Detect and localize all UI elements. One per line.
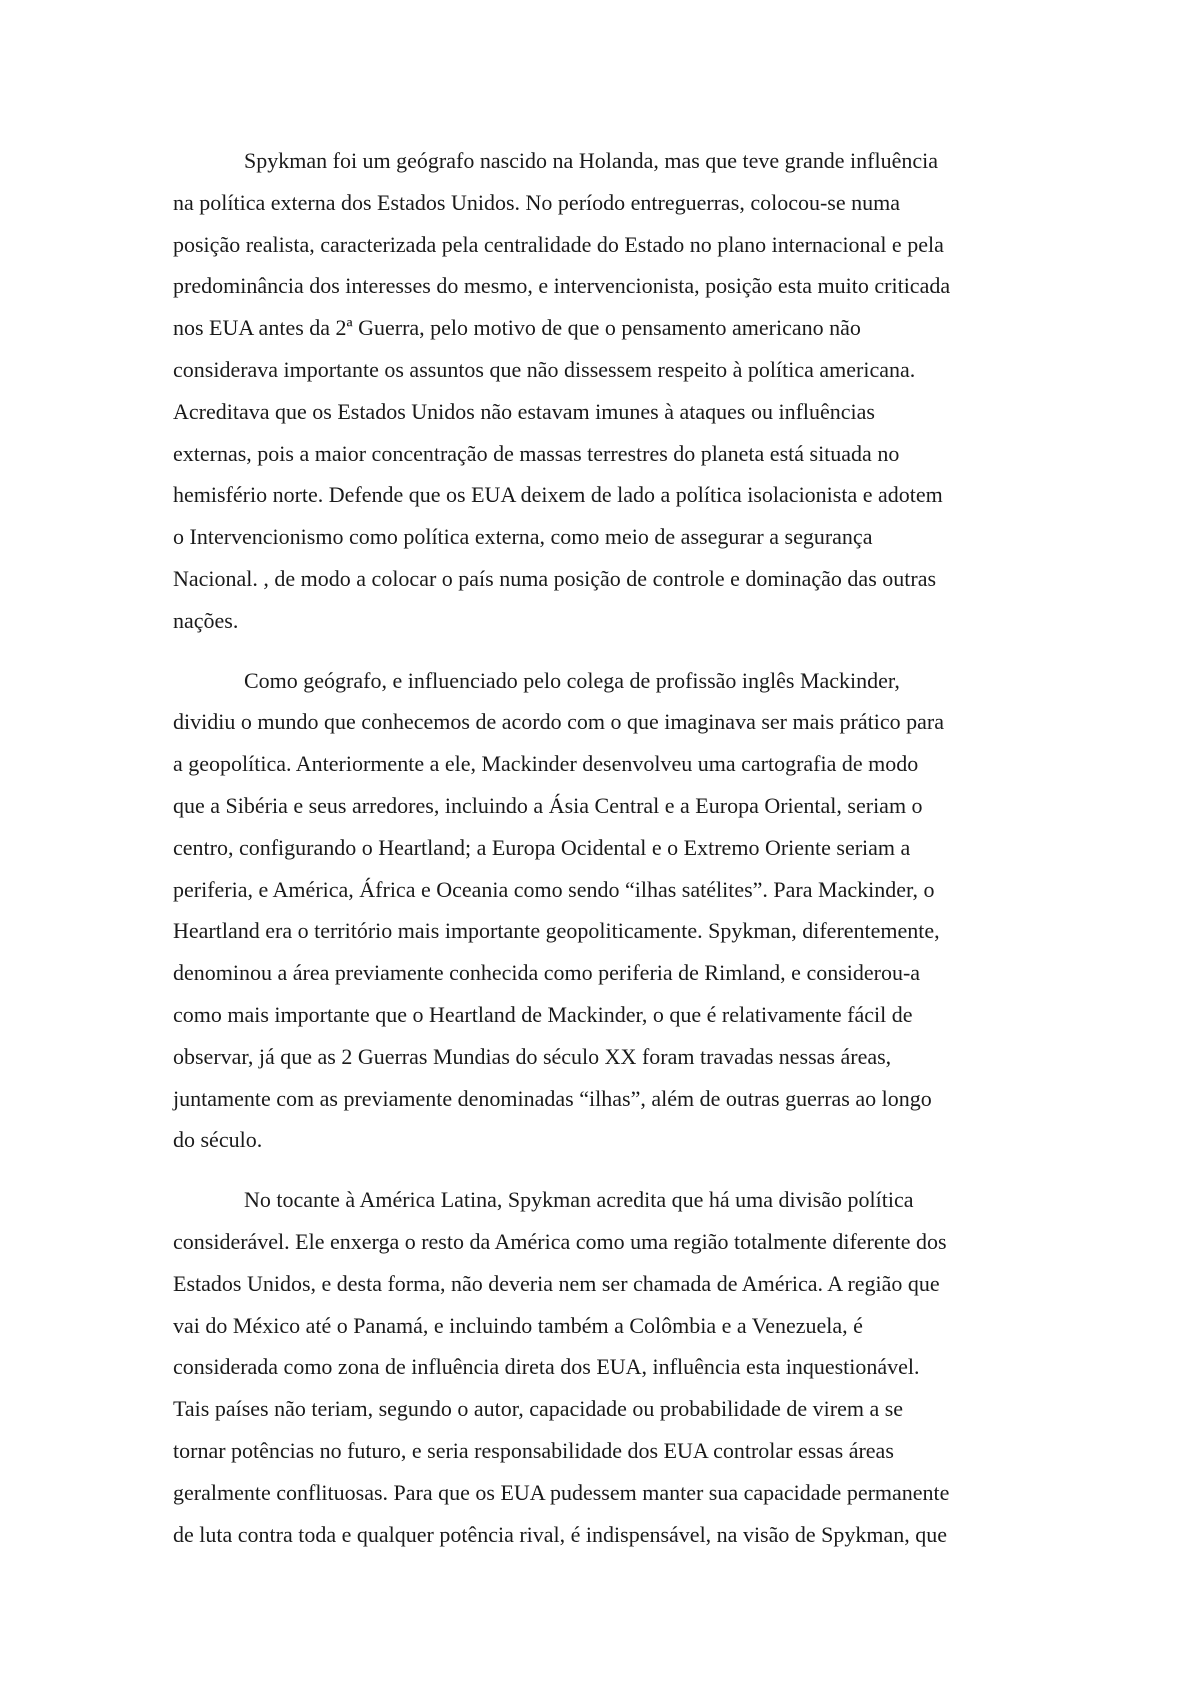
text-line: hemisfério norte. Defende que os EUA deixem de lado a política isolacionista e adotem <box>173 482 943 508</box>
text-line: do século. <box>173 1127 263 1153</box>
text-line: posição realista, caracterizada pela centralidade do Estado no plano internacional e pela <box>173 231 944 257</box>
text-line: considerável. Ele enxerga o resto da América como uma região totalmente diferente dos <box>173 1228 947 1254</box>
text-line: Spykman foi um geógrafo nascido na Holanda, mas que teve grande influência <box>244 148 938 173</box>
document-body <box>173 140 1038 1573</box>
text-line: tornar potências no futuro, e seria responsabilidade dos EUA controlar essas áreas <box>173 1437 894 1463</box>
text-line: Estados Unidos, e desta forma, não deveria nem ser chamada de América. A região que <box>173 1270 940 1296</box>
text-line: Nacional. , de modo a colocar o país numa posição de controle e dominação das outras <box>173 565 937 591</box>
text-line: considerava importante os assuntos que não dissessem respeito à política americana. <box>173 356 916 382</box>
paragraph <box>173 140 1038 642</box>
text-line: o Intervencionismo como política externa, como meio de assegurar a segurança <box>173 524 873 550</box>
text-line: periferia, e América, África e Oceania como sendo “ilhas satélites”. Para Mackinder, o <box>173 876 935 902</box>
text-line: Tais países não teriam, segundo o autor, capacidade ou probabilidade de virem a se <box>173 1396 904 1422</box>
text-line: de luta contra toda e qualquer potência rival, é indispensável, na visão de Spykman, que <box>173 1521 948 1547</box>
text-line: a geopolítica. Anteriormente a ele, Mackinder desenvolveu uma cartografia de modo <box>173 751 919 777</box>
text-line: Heartland era o território mais importante geopoliticamente. Spykman, diferentemente, <box>173 918 940 944</box>
text-line: na política externa dos Estados Unidos. No período entreguerras, colocou-se numa <box>173 189 901 215</box>
text-line: Como geógrafo, e influenciado pelo colega de profissão inglês Mackinder, <box>244 667 900 693</box>
text-line: denominou a área previamente conhecida como periferia de Rimland, e considerou-a <box>173 960 921 986</box>
text-line: externas, pois a maior concentração de massas terrestres do planeta está situada no <box>173 440 900 466</box>
text-line: que a Sibéria e seus arredores, incluindo a Ásia Central e a Europa Oriental, seriam o <box>173 792 923 818</box>
text-line: nos EUA antes da 2ª Guerra, pelo motivo de que o pensamento americano não <box>173 315 861 341</box>
text-line: geralmente conflituosas. Para que os EUA pudessem manter sua capacidade permanente <box>173 1479 950 1505</box>
text-line: centro, configurando o Heartland; a Europa Ocidental e o Extremo Oriente seriam a <box>173 834 911 860</box>
text-line: predominância dos interesses do mesmo, e intervencionista, posição esta muito criticada <box>173 273 951 299</box>
paragraph <box>173 660 1038 1162</box>
text-line: nações. <box>173 607 239 633</box>
text-line: considerada como zona de influência direta dos EUA, influência esta inquestionável. <box>173 1354 920 1380</box>
text-line: Acreditava que os Estados Unidos não estavam imunes à ataques ou influências <box>173 398 875 424</box>
paragraph <box>173 1179 1038 1555</box>
text-line: juntamente com as previamente denominadas “ilhas”, além de outras guerras ao longo <box>173 1085 932 1111</box>
text-line: No tocante à América Latina, Spykman acredita que há uma divisão política <box>244 1187 914 1213</box>
text-line: dividiu o mundo que conhecemos de acordo com o que imaginava ser mais prático para <box>173 709 944 735</box>
text-line: observar, já que as 2 Guerras Mundias do século XX foram travadas nessas áreas, <box>173 1043 892 1069</box>
text-line: como mais importante que o Heartland de Mackinder, o que é relativamente fácil de <box>173 1001 913 1027</box>
text-line: vai do México até o Panamá, e incluindo também a Colômbia e a Venezuela, é <box>173 1312 863 1338</box>
